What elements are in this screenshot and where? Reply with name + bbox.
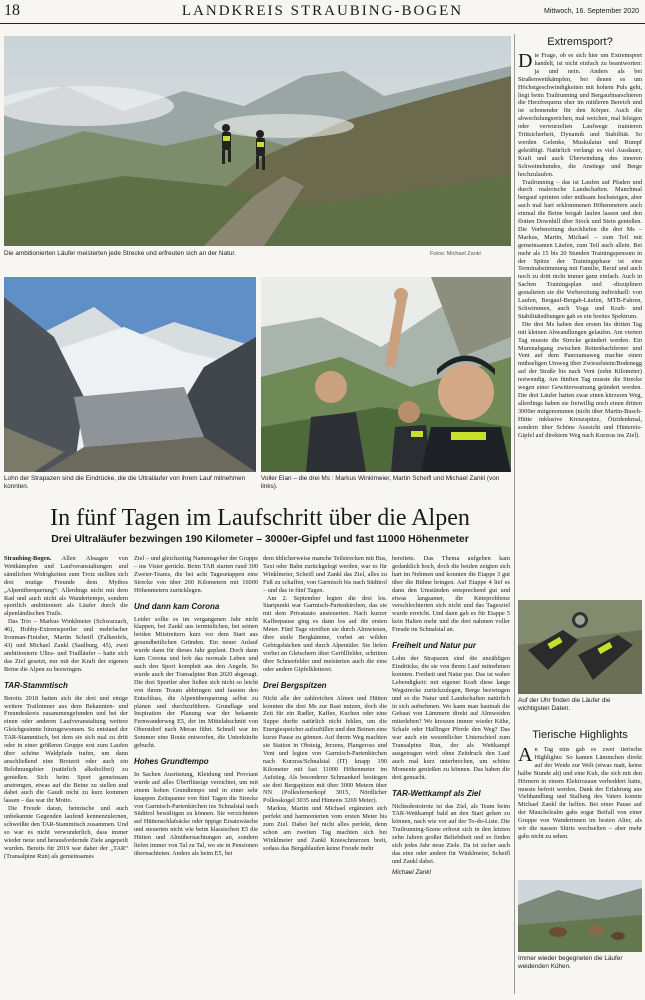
page-header (0, 0, 645, 24)
paragraph: n Tag eins gab es zwei tierische Highlights: So kamen Lämmchen direkt auf der Weide zur Welt (etwas matt, keine halbe Stunde alt) und eine Kuh, die sich mit den Hörnern in einem Elektrozaun verheddert hatte, musste befreit werden. Dank der Erfahrung aus Viehhandlung und Stallung des Vaters konnte Michael Zankl ihr helfen. Bei einer Pause auf der Mauchelealm gabs sogar Beifall von einer Gruppe von Wanderinnen im besten Alter, als wir die nassen Shirts wechselten – aber mehr gabs nicht zu sehen. (518, 746, 642, 840)
photo-credit: Fotos: Michael Zankl (430, 251, 481, 257)
paragraph: Das Trio – Markus Winklmeier (Schwarzach, 46), Hobby-Extremsportler und mehrfacher Ironman-Finisher, Martin Scheifl (Falkenfels, 43) und Michael Zankl (Saulburg, 45), zwei ambitionierte Ultra- und Trailläufer – hatte sich das Ziel gesetzt, nur mit der Kraft der eigenen Beine die Alpen zu bezwingen. (4, 618, 128, 673)
paragraph: dem üblicherweise manche Teilstrecken mit Bus, Taxi oder Bahn zurückgelegt werden, war es für Winklmeier, Scheifl und Zankl das Ziel, alles zu Fuß zu schaffen, von Garmisch bis nach Südtirol – und das in fünf Tagen. (263, 555, 387, 594)
top-photo-caption: Die ambitionierten Läufer meisterten jede Strecke und erfreuten sich an der Natur. (4, 250, 236, 257)
paragraph: Allen Absagen von Wettkämpfen und Laufveranstaltungen und sämtlichen Widrigkeiten zum Trotz stellten sich drei mutige Freunde dem Mythos „Alpenüberquerung“: Allerdings nicht mit dem Rad und auch nicht als Wandertempo, sondern sportlich ambitioniert als Läufer durch die alpenländischen Trails. (4, 555, 128, 618)
photo-selfie-three-runners (261, 277, 511, 472)
selfie-photo-caption: Voller Elan – die drei Ms : Markus Winklmeier, Martin Scheifl und Michael Zankl (von links). (261, 475, 500, 490)
shoes-photo-caption: Auf der Uhr finden die Läufer die wichtigsten Daten. (518, 697, 611, 712)
sidebar-tierisch-text (518, 746, 642, 874)
subheading: Hohes Grundtempo (134, 756, 209, 766)
article-subheadline: Drei Ultraläufer bezwingen 190 Kilometer – 3000er-Gipfel und fast 11000 Höhenmeter (51, 534, 469, 545)
paragraph: bereitete. Das Thema aufgeben kam gedanklich hoch, doch die beiden zeigten sich hart im Nehmen und konnten die Etappe 3 gut über die Bühne bringen. Auf Etappe 4 lief es dann den Umständen entsprechend gut und etwas langsamer, die Knieprobleme verschlechterten sich nicht und das Tagesziel wurde erreicht. Und dann gab es für Etappe 5 kein Halten mehr und die drei nahmen voller Freude im Schnalstal an. (392, 555, 510, 634)
sidebar-title-extremsport: Extremsport? (547, 36, 613, 48)
paragraph: Am 2. September legten die drei los. Startpunkt war Garmisch-Partenkirchen, das sie mit dem Privatauto ansteuerten. Nach kurzer Kaffeepause ging es dann los auf die ersten Meter. Fünf Tage streiften sie durch Almwiesen, über steile Bergkämme, vorbei an wilden Gebirgsbächen und durch Alpentäler. Sie liefen vorbei an Gletschern über Geröllfelder, schritten über Schneefelder und meisterten auch die eine oder andere Gipfelkletterei. (263, 594, 387, 673)
paragraph: Nichtsdestotrotz ist das Ziel, als Team beim TAR-Wettkampf bald an den Start gehen zu können, nach wie vor auf der To-do-Liste. Die Trailrunning-Szene erfreut sich in den letzten zehn Jahren großer Beliebtheit und so finden sich jedes Jahr neue Ziele. Da ist sicher auch das eine oder andere für Winklmeier, Scheifl und Zankl dabei. (392, 802, 510, 865)
article-column-4 (392, 555, 510, 985)
sidebar-extremsport-text (518, 52, 642, 584)
paragraph: Markus, Martin und Michael ergänzten sich perfekt und harmonierten vom ersten Meter bis zum Ziel. Dabei lief nicht alles perfekt, denn schon am zweiten Tag machten sich bei Winklmeier und Zankl Knieschmerzen breit, sodass das Bergablaufen keine Freude mehr (263, 805, 387, 852)
article-headline: In fünf Tagen im Laufschritt über die Alpen (50, 505, 470, 531)
paragraph: Lohn der Strapazen sind die unzähligen Eindrücke, die sie von ihrem Lauf mitnehmen konnten. Freiheit und Natur pur. Das ist wahre Lebendigkeit: mit eigener Kraft diese lange Wegstrecke zurückzulegen, Berge bezwingen und so die Natur und Landschaften natürlich in sich aufnehmen. Wo kann man hautnah die Gebaut von Lämmern direkt auf Almweiden miterleben? Wo kreuzen immer wieder Kühe, Schafe oder Haflinger Pferde den Weg? Das war auch ein wesentlicher Unterschied zum Transalpine Run, der als Wettkampf ausgetragen wird: ohne Zeitdruck den Lauf auch mal kurz unterbrechen, um schöne Momente genießen zu können. Das haben die drei gemacht. (392, 655, 510, 781)
paragraph: Trailrunning – das ist Laufen auf Pfaden und durch malerische Landschaften. Manchmal bergauf sprinten oder mühsam hochsteigen, aber auch mal hart erklommenen Höhenmetern auch einmal die Beine bergab laufen lassen und den flotten Downhill über Stock und Stein genießen. Die Vorbereitung durchliefen die drei Ms – Markus, Martin, Michael – zum Teil mit gemeinsamen Läufen, zum Teil auch allein. Bei mehr als 15 bis 20 Stunden Trainingspensum in der Spitze der Trainingsphase ist eine Terminabstimmung mit Familie, Beruf und auch noch zu dritt nicht immer ganz einfach. Auch in Sachen Trainingsplan und -disziplinen gestalteten sie die Vorbereitung individuell: von Laufen, Bergauf-Bergab-Läufen, MTB-Fahren, Schwimmen, auch Yoga und Kraft- und Stabilitätsübungen gab es ein breites Spektrum. (518, 178, 642, 320)
article-column-1 (4, 555, 128, 985)
article-column-3 (263, 555, 387, 985)
article-column-2 (134, 555, 258, 985)
photo-runners-trail (4, 36, 511, 246)
subheading: TAR-Wettkampf als Ziel (392, 788, 481, 798)
paragraph: ie Frage, ob es sich hier um Extremsport handelt, ist nicht einfach zu beantworten: ja und nein. Anders als bei Straßenwettkämpfen, bei denen es um Höchstgeschwindigkeiten mit hohem Puls geht, liegt beim Trailrunning und Bergaufmarschieren die Herzfrequenz eher im mittleren Bereich und ist schonender für den Körper. Auch die abwechslungsreichen, mal weichen, mal felsigen oder verwurzelten Laufwege trainieren Trittsicherheit, Dynamik und Stabilität. So werden Gelenke, Muskulatur und Rumpf gekräftigt. Natürlich verlangt es viel Ausdauer, Kraft und auch Überwindung des inneren Schweinehundes, die Anstiege und Berge hochzulaufen. (518, 52, 642, 178)
dropcap: D (518, 52, 533, 72)
subheading: TAR-Stammtisch (4, 680, 68, 690)
page-number: 18 (4, 2, 20, 19)
paragraph: Ziel – und gleichzeitig Namensgeber der Gruppe – ins Visier gerückt. Beim TAR starten rund 300 Zweier-Teams, die bei acht Tagesetappen eine Strecke von über 260 Kilometern mit 16000 Höhenmetern zurücklegen. (134, 555, 258, 594)
subheading: Freiheit und Natur pur (392, 641, 476, 651)
section-title: LANDKREIS STRAUBING-BOGEN (181, 3, 464, 19)
glacier-photo-caption: Lohn der Strapazen sind die Eindrücke, die die Ultraläufer von ihrem Lauf mitnehmen konnten. (4, 475, 246, 490)
photo-shoes-watch (518, 600, 642, 694)
subheading: Und dann kam Corona (134, 601, 220, 611)
paragraph: Nicht alle der zahlreichen Almen und Hütten konnten die drei Ms zur Rast nutzen, doch die Zeit für ein Radler, Kaffee, Kuchen oder eine Suppe durfte natürlich nicht fehlen, um die Energiespeicher aufzufüllen und den Beinen eine kurze Pause zu gönnen. Auf ihrem Weg machten sie Station in Obsteig, Jerzens, Plangeross und Vent und legten von Garmisch-Partenkirchen nach Kurzras/Schnalstal (IT) knapp 190 Kilometer mit fast 11000 Höhenmeter im Aufstieg. Als besonderer Schmankerl bestiegen sie drei Bergspitzen mit über 3000 Metern über NN (Pollesfernerkopf 3015, Nördlicher Pollesskogel 3035 und Hinteeis 3269 Meter). (263, 694, 387, 805)
cows-photo-caption: Immer wieder begegneten die Läufer weidenden Kühen. (518, 955, 623, 970)
paragraph: Die drei Ms haben den ersten bis dritten Tag mit kleinen Abwandlungen gelaufen. Am vierten Tag musste die Strecke geändert werden. Ein Murenabgang zwischen Rettenbachferner und Vent auf dem Panoramaweg machte einen mühseligen Umweg über Zwieselstein/Bodenegg auf der Straße bis nach Vent (zehn Kilometer) notwendig. Am fünften Tag musste die Strecke wegen einer Gewitterwarnung geändert werden. Die drei Läufer hatten zwar einen kürzeren Weg, allerdings haben sie freiwillig noch einen dritten 3000er mitgenommen (nicht über Martin-Busch-Hütte inklusive Kreuzspitze, Ötzidenkmal, sondern über Schöne Aussicht und Hintereis-Gipfel auf direktem Weg nach Kurzras ins Ziel). (518, 320, 642, 439)
paragraph: Die Freude daran, heimische und auch unbekannte Gegenden laufend kennenzulernen, schweißte den TAR-Stammtisch zusammen. Und so war es nicht verwunderlich, dass immer wieder neue und herausfordernde Ziele angepeilt wurden. Bereits für 2019 war daher der „TAR“ (Transalpine Run) als gemeinsames (4, 805, 128, 860)
column-divider (514, 34, 515, 994)
photo-glacier-valley (4, 277, 256, 472)
paragraph: Leider sollte es im vergangenen Jahr nicht klappen, bei Zankl aus terminlichen, bei seinen beiden Mitstreitern kurz vor dem Start aus gesundheitlichen Gründen. Ein neuer Anlauf wurde dann für dieses Jahr geplant. Doch dann kam Corona und hob das normale Leben und auch den Sport komplett aus den Angeln. So wurde auch der Transalpine Run 2020 abgesagt. Die drei Sportler aber ließen sich nicht so leicht von ihrem Traum abbringen und fassten den Entschluss, die Alpenüberquerung selbst zu planen und durchzuführen. Grundlage und Inspiration der Planung war der bekannte Fernwanderweg E5, der im Mittelabschnitt von Oberstdorf nach Meran führt. Schnell war im Sommer eine Route entworfen, die Unterkünfte gebucht. (134, 615, 258, 750)
subheading: Drei Bergspitzen (263, 680, 327, 690)
photo-grazing-cows (518, 880, 642, 952)
issue-date: Mittwoch, 16. September 2020 (544, 8, 639, 15)
dropcap: A (518, 746, 533, 766)
paragraph: In Sachen Ausrüstung, Kleidung und Proviant wurde auf alles Überflüssige verzichtet, um mit einem hohen Grundtempo und in einer sehr knappen Zeitspanne von fünf Tagen die Strecke von Garmisch-Partenkirchen ins Schnalstal nach Südtirol bewältigen zu können. Sie verzichteten auf Hüttenschlafsäcke oder üppige Ersatzwäsche und steuerten nicht wie beim klassischen E5 die Hütten und Almübernachtungen an, sondern liefen immer von Tal zu Tal, wo sie in Pensionen übernachteten. Anders als beim E5, bei (134, 770, 258, 857)
author-byline: Michael Zankl (392, 868, 431, 876)
sidebar-title-tierische-highlights: Tierische Highlights (532, 729, 628, 741)
dateline-place: Straubing-Bogen. (4, 555, 52, 562)
paragraph: Bereits 2018 hatten sich die drei und einige weitere Trailrunner aus dem Bekannten- und Freundeskreis zusammengefunden und bei der einen oder anderen Laufveranstaltung weitere Gleichgesinnte hinzugewonnen. So entstand der TAR-Stammtisch, bei dem sie sich mal zu dritt oder in einer größeren Gruppe erst zum Laufen über schöne Waldpfade trafen, um dann anschließend eine Brotzeit oder auch ein Belohnungsbier (natürlich alkoholfrei) zu genießen. Sich beim Sport gemeinsam anstrengen, etwas auf die Beine zu stellen und dabei auch die Gaudi nicht zu kurz kommen lassen – das war ihr Motto. (4, 694, 128, 805)
